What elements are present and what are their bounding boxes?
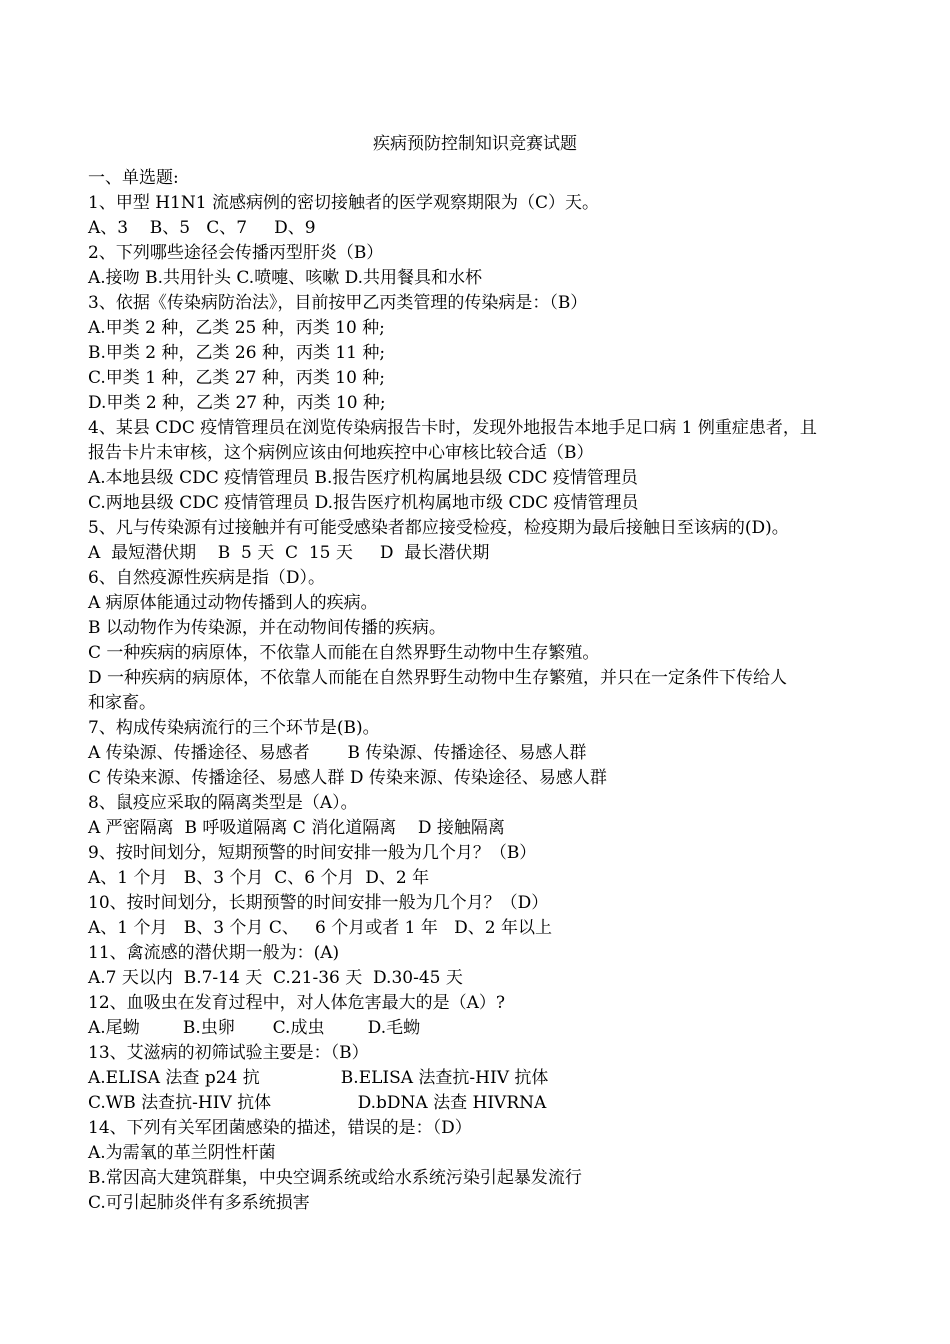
- text-line: A 传染源、传播途径、易感者 B 传染源、传播途径、易感人群: [88, 743, 587, 763]
- text-line: 12、血吸虫在发育过程中，对人体危害最大的是（A）?: [88, 993, 506, 1013]
- text-line: A.接吻 B.共用针头 C.喷嚏、咳嗽 D.共用餐具和水杯: [88, 268, 483, 288]
- text-line: A.为需氧的革兰阴性杆菌: [88, 1143, 276, 1163]
- text-line: 6、自然疫源性疾病是指（D）。: [88, 568, 325, 588]
- text-line: 3、依据《传染病防治法》，目前按甲乙丙类管理的传染病是：（B）: [88, 293, 588, 313]
- text-line: A.ELISA 法查 p24 抗 B.ELISA 法查抗-HIV 抗体: [88, 1068, 549, 1088]
- text-line: C.甲类 1 种，乙类 27 种，丙类 10 种;: [88, 368, 386, 388]
- text-line: 和家畜。: [88, 693, 156, 713]
- text-line: 2、下列哪些途径会传播丙型肝炎（B）: [88, 243, 384, 263]
- text-line: A、1 个月 B、3 个月 C、6 个月 D、2 年: [88, 868, 430, 888]
- text-line: 报告卡片未审核，这个病例应该由何地疾控中心审核比较合适（B）: [88, 443, 594, 463]
- text-line: 11、禽流感的潜伏期一般为：(A): [88, 943, 340, 963]
- text-line: A.甲类 2 种，乙类 25 种，丙类 10 种;: [88, 318, 385, 338]
- text-line: 4、某县 CDC 疫情管理员在浏览传染病报告卡时，发现外地报告本地手足口病 1 例重症患者，且: [88, 418, 817, 438]
- text-line: C.两地县级 CDC 疫情管理员 D.报告医疗机构属地市级 CDC 疫情管理员: [88, 493, 639, 513]
- text-line: A、3 B、5 C、7 D、9: [88, 218, 316, 238]
- text-line: 13、艾滋病的初筛试验主要是：（B）: [88, 1043, 369, 1063]
- text-line: C.WB 法查抗-HIV 抗体 D.bDNA 法查 HIVRNA: [88, 1093, 547, 1113]
- text-line: 10、按时间划分，长期预警的时间安排一般为几个月？（D）: [88, 893, 549, 913]
- text-line: A.尾蚴 B.虫卵 C.成虫 D.毛蚴: [88, 1018, 421, 1038]
- text-line: A 最短潜伏期 B 5 天 C 15 天 D 最长潜伏期: [88, 543, 490, 563]
- text-line: A.7 天以内 B.7-14 天 C.21-36 天 D.30-45 天: [88, 968, 463, 988]
- question-body: [88, 166, 888, 1216]
- text-line: B 以动物作为传染源，并在动物间传播的疾病。: [88, 618, 446, 638]
- text-line: A.本地县级 CDC 疫情管理员 B.报告医疗机构属地县级 CDC 疫情管理员: [88, 468, 638, 488]
- text-line: C.可引起肺炎伴有多系统损害: [88, 1193, 310, 1213]
- text-line: 14、下列有关军团菌感染的描述，错误的是：（D）: [88, 1118, 472, 1138]
- text-line: D.甲类 2 种，乙类 27 种，丙类 10 种;: [88, 393, 386, 413]
- text-line: 9、按时间划分，短期预警的时间安排一般为几个月？（B）: [88, 843, 537, 863]
- document-title: 疾病预防控制知识竞赛试题: [373, 134, 577, 154]
- text-line: 一、单选题:: [88, 168, 179, 188]
- text-line: A、1 个月 B、3 个月 C、 6 个月或者 1 年 D、2 年以上: [88, 918, 552, 938]
- text-line: B.甲类 2 种，乙类 26 种，丙类 11 种;: [88, 343, 386, 363]
- text-line: C 一种疾病的病原体，不依靠人而能在自然界野生动物中生存繁殖。: [88, 643, 600, 663]
- text-line: 1、甲型 H1N1 流感病例的密切接触者的医学观察期限为（C）天。: [88, 193, 599, 213]
- text-line: B.常因高大建筑群集，中央空调系统或给水系统污染引起暴发流行: [88, 1168, 582, 1188]
- text-line: C 传染来源、传播途径、易感人群 D 传染来源、传染途径、易感人群: [88, 768, 607, 788]
- text-line: 5、凡与传染源有过接触并有可能受感染者都应接受检疫，检疫期为最后接触日至该病的(D)。: [88, 518, 789, 538]
- text-line: D 一种疾病的病原体，不依靠人而能在自然界野生动物中生存繁殖，并只在一定条件下传给人: [88, 668, 788, 688]
- text-line: A 病原体能通过动物传播到人的疾病。: [88, 593, 378, 613]
- text-line: A 严密隔离 B 呼吸道隔离 C 消化道隔离 D 接触隔离: [88, 818, 505, 838]
- text-line: 8、鼠疫应采取的隔离类型是（A）。: [88, 793, 358, 813]
- text-line: 7、构成传染病流行的三个环节是(B)。: [88, 718, 380, 738]
